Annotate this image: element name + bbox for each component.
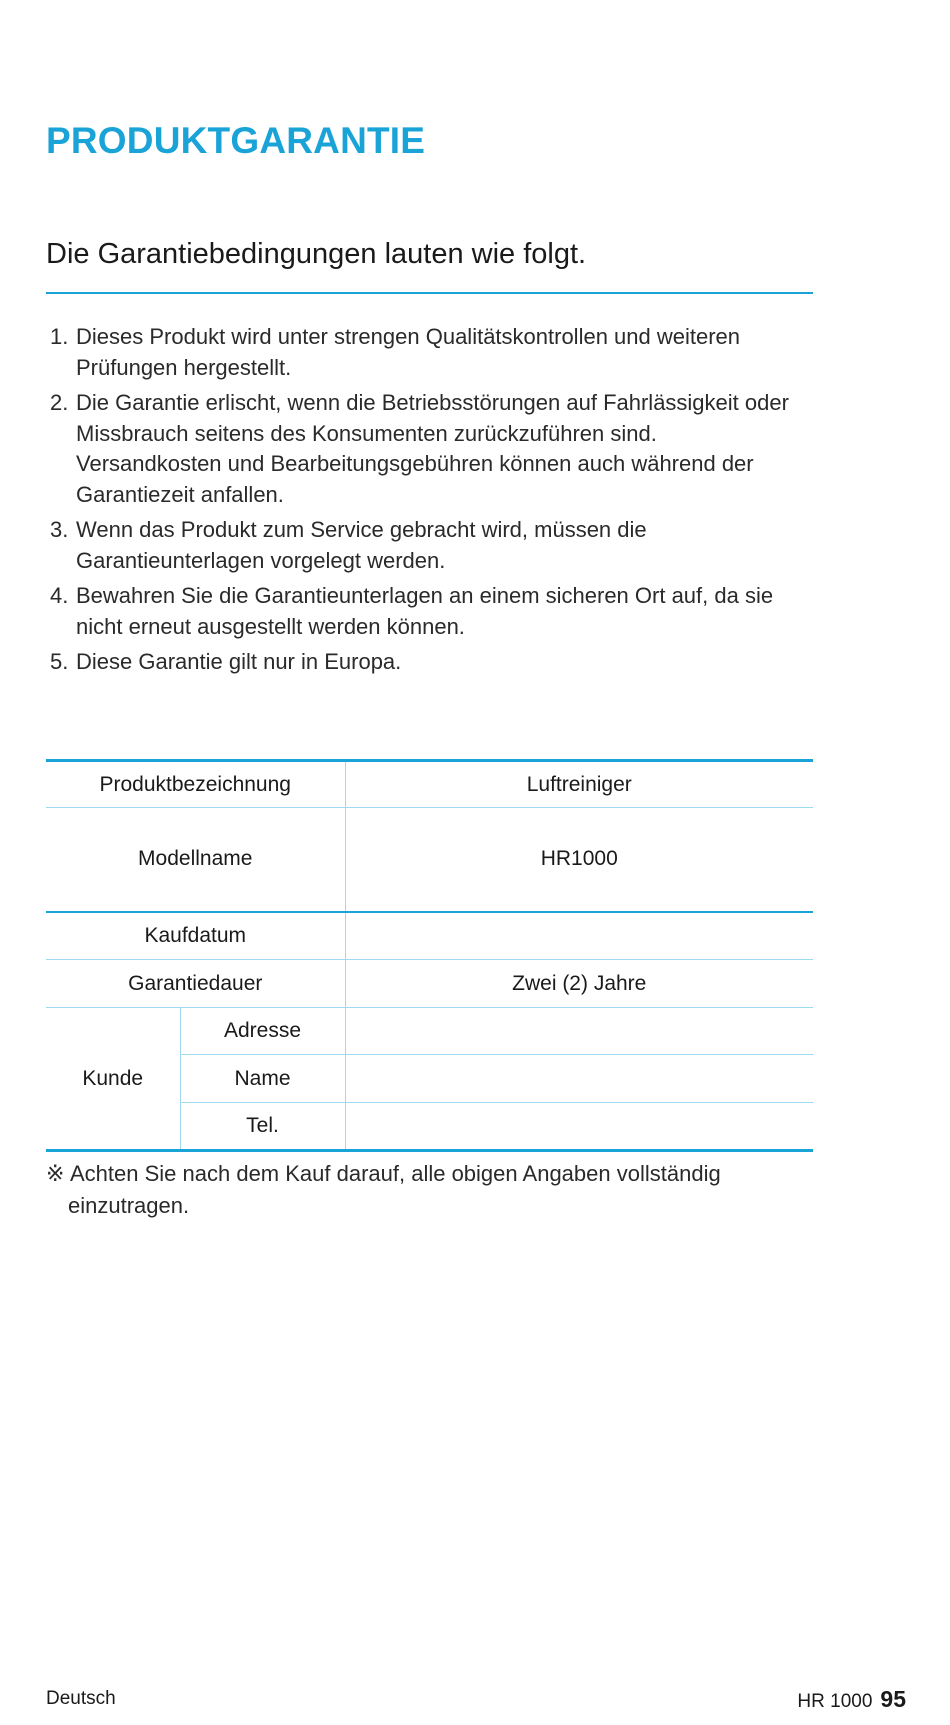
item-number: 5.	[50, 649, 69, 674]
warranty-period-label: Garantiedauer	[46, 960, 345, 1008]
list-item	[46, 581, 816, 642]
terms-list	[46, 322, 816, 683]
model-value: HR1000	[345, 808, 813, 912]
name-label: Name	[180, 1055, 345, 1103]
table-row	[46, 1008, 813, 1055]
item-line: Missbrauch seitens des Konsumenten zurückzuführen sind.	[76, 420, 657, 446]
footer-page-info	[797, 1686, 906, 1713]
tel-label: Tel.	[180, 1103, 345, 1151]
address-field[interactable]	[345, 1008, 813, 1055]
item-number: 3.	[50, 517, 69, 542]
item-line: Wenn das Produkt zum Service gebracht wird, müssen die	[76, 517, 647, 542]
address-label: Adresse	[180, 1008, 345, 1055]
footer-language: Deutsch	[46, 1688, 116, 1709]
list-item	[46, 515, 816, 576]
item-line: Prüfungen hergestellt.	[76, 354, 292, 380]
product-label: Produktbezeichnung	[46, 761, 345, 808]
tel-field[interactable]	[345, 1103, 813, 1151]
item-number: 2.	[50, 390, 69, 415]
item-number: 1.	[50, 324, 69, 349]
purchase-date-field[interactable]	[345, 912, 813, 960]
item-line: Die Garantie erlischt, wenn die Betriebsstörungen auf Fahrlässigkeit oder	[76, 390, 789, 415]
item-line: Bewahren Sie die Garantieunterlagen an einem sicheren Ort auf, da sie	[76, 583, 774, 608]
item-line: Garantiezeit anfallen.	[76, 481, 284, 507]
warranty-period-value: Zwei (2) Jahre	[345, 960, 813, 1008]
item-line: nicht erneut ausgestellt werden können.	[76, 613, 465, 639]
purchase-date-label: Kaufdatum	[46, 912, 345, 960]
completion-note	[46, 1158, 816, 1222]
note-line: Achten Sie nach dem Kauf darauf, alle obigen Angaben vollständig	[70, 1161, 721, 1186]
item-number: 4.	[50, 583, 69, 608]
item-line: Versandkosten und Bearbeitungsgebühren können auch während der	[76, 451, 754, 476]
list-item	[46, 322, 816, 383]
item-line: Garantieunterlagen vorgelegt werden.	[76, 547, 446, 573]
note-line: einzutragen.	[68, 1193, 190, 1218]
list-item	[46, 388, 816, 510]
customer-label: Kunde	[46, 1008, 180, 1151]
product-value: Luftreiniger	[345, 761, 813, 808]
page-number: 95	[880, 1686, 906, 1712]
item-line: Diese Garantie gilt nur in Europa.	[76, 649, 402, 674]
page-title: PRODUKTGARANTIE	[46, 120, 426, 161]
item-line: Dieses Produkt wird unter strengen Qualitätskontrollen und weiteren	[76, 324, 741, 349]
reference-mark-icon: ※	[46, 1161, 65, 1186]
list-item	[46, 647, 816, 678]
name-field[interactable]	[345, 1055, 813, 1103]
warranty-table	[46, 759, 813, 1152]
footer-model: HR 1000	[797, 1691, 873, 1712]
table-row	[46, 912, 813, 960]
table-row	[46, 761, 813, 808]
table-row	[46, 960, 813, 1008]
table-row	[46, 808, 813, 912]
divider	[46, 292, 813, 294]
section-subtitle: Die Garantiebedingungen lauten wie folgt.	[46, 238, 587, 270]
model-label: Modellname	[46, 808, 345, 912]
